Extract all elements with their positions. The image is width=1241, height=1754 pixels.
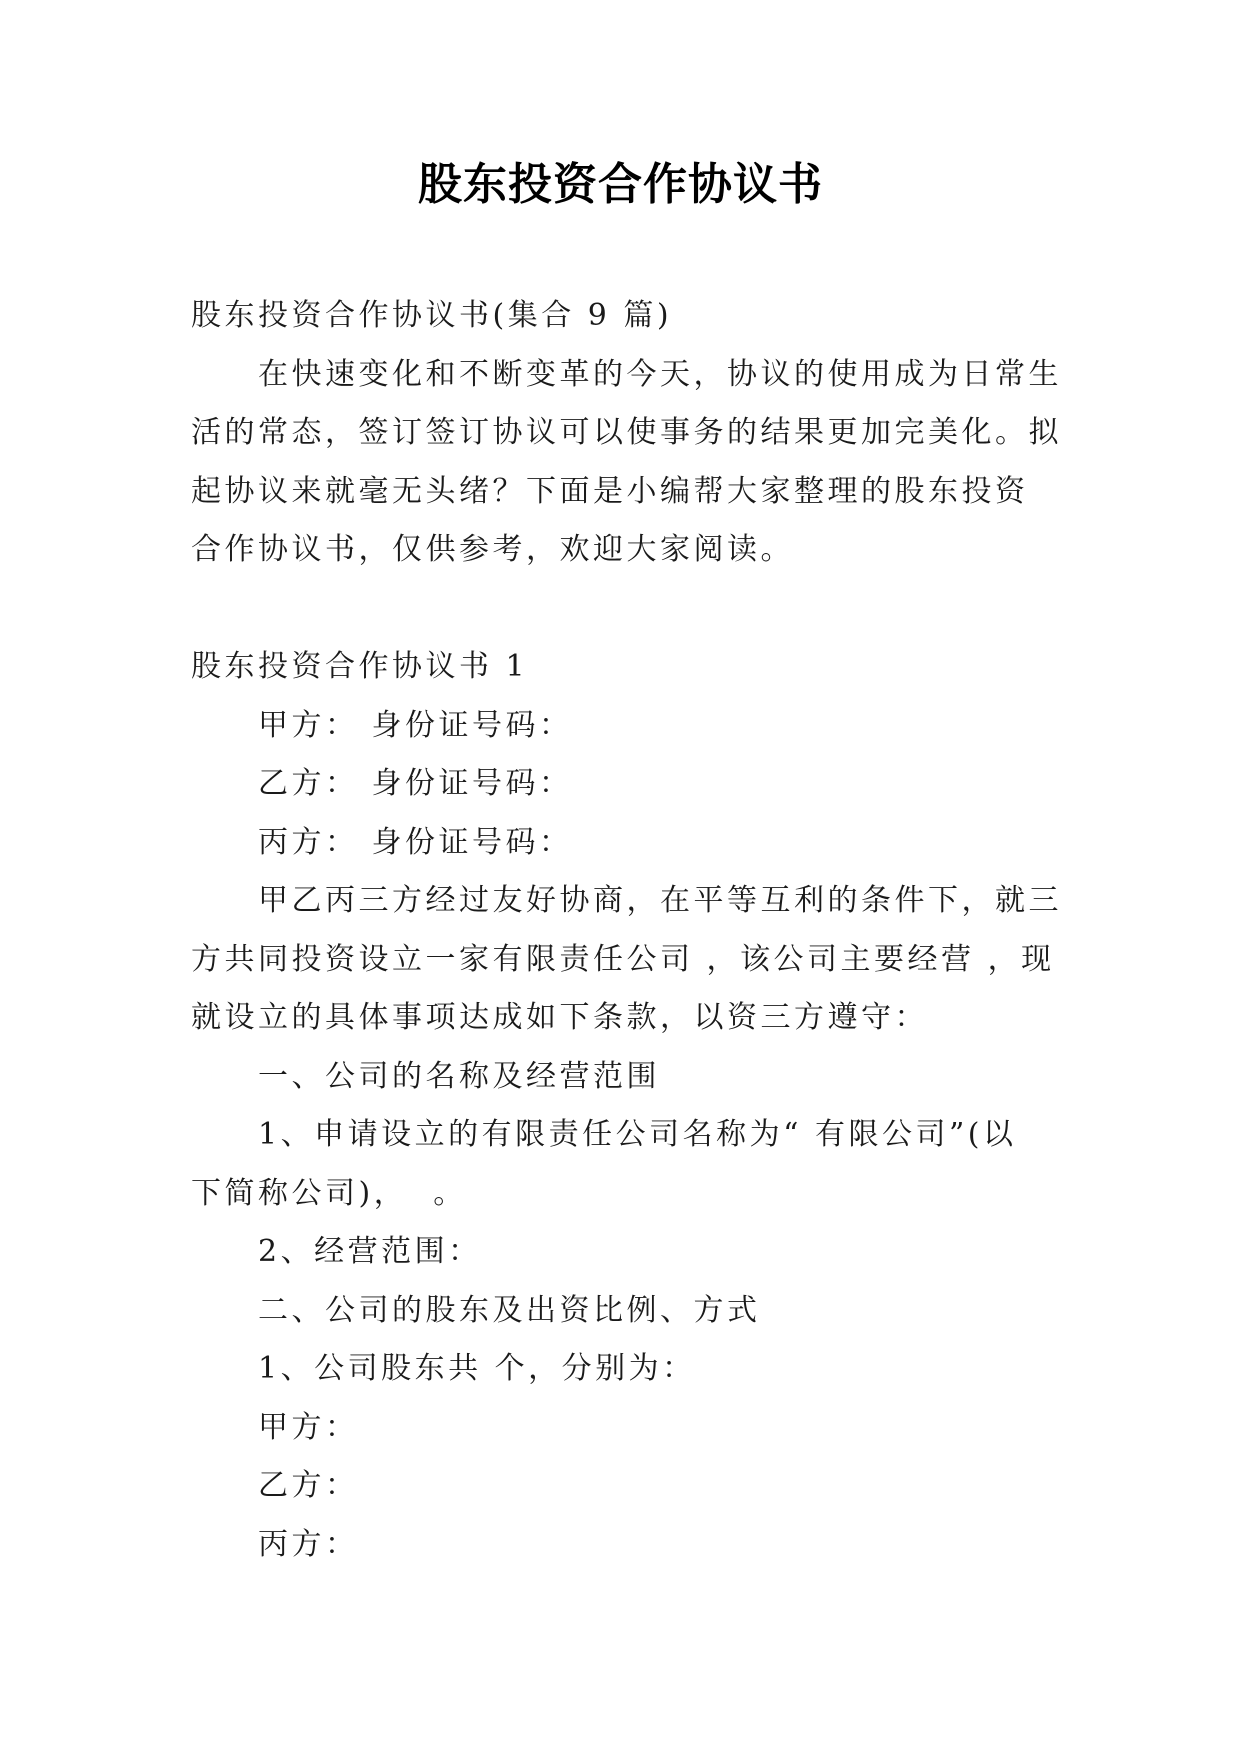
section-1-clause-1-line: 1、申请设立的有限责任公司名称为“ 有限公司”(以 bbox=[258, 1117, 1017, 1152]
article-heading: 股东投资合作协议书 1 bbox=[191, 649, 529, 684]
document-title: 股东投资合作协议书 bbox=[418, 159, 823, 210]
collection-heading: 股东投资合作协议书(集合 9 篇) bbox=[191, 298, 673, 333]
blank-line bbox=[191, 580, 1091, 639]
preamble-line: 就设立的具体事项达成如下条款，以资三方遵守： bbox=[191, 1000, 928, 1035]
shareholder-party-a: 甲方： bbox=[258, 1409, 359, 1445]
section-1-clause-1-line: 下简称公司)， 。 bbox=[191, 1175, 467, 1211]
intro-paragraph-line: 合作协议书，仅供参考，欢迎大家阅读。 bbox=[191, 532, 794, 567]
preamble-line: 方共同投资设立一家有限责任公司 ，该公司主要经营 ，现 bbox=[191, 941, 1055, 977]
intro-paragraph-line: 在快速变化和不断变革的今天，协议的使用成为日常生 bbox=[258, 356, 1062, 392]
party-a-id-line: 甲方： 身份证号码： bbox=[258, 707, 573, 743]
intro-paragraph-line: 活的常态，签订签订协议可以使事务的结果更加完美化。拟 bbox=[191, 415, 1062, 450]
party-b-id-line: 乙方： 身份证号码： bbox=[258, 766, 573, 801]
preamble-line: 甲乙丙三方经过友好协商，在平等互利的条件下，就三 bbox=[258, 883, 1062, 918]
party-c-id-line: 丙方： 身份证号码： bbox=[258, 824, 573, 860]
section-1-clause-2: 2、经营范围： bbox=[258, 1234, 482, 1269]
section-1-heading: 一、公司的名称及经营范围 bbox=[258, 1058, 660, 1094]
intro-paragraph-line: 起协议来就毫无头绪？下面是小编帮大家整理的股东投资 bbox=[191, 473, 1029, 509]
section-2-clause-1: 1、公司股东共 个，分别为： bbox=[258, 1351, 696, 1386]
shareholder-party-b: 乙方： bbox=[258, 1468, 359, 1503]
shareholder-party-c: 丙方： bbox=[258, 1526, 359, 1562]
section-2-heading: 二、公司的股东及出资比例、方式 bbox=[258, 1292, 761, 1328]
document-body bbox=[191, 287, 1091, 1574]
